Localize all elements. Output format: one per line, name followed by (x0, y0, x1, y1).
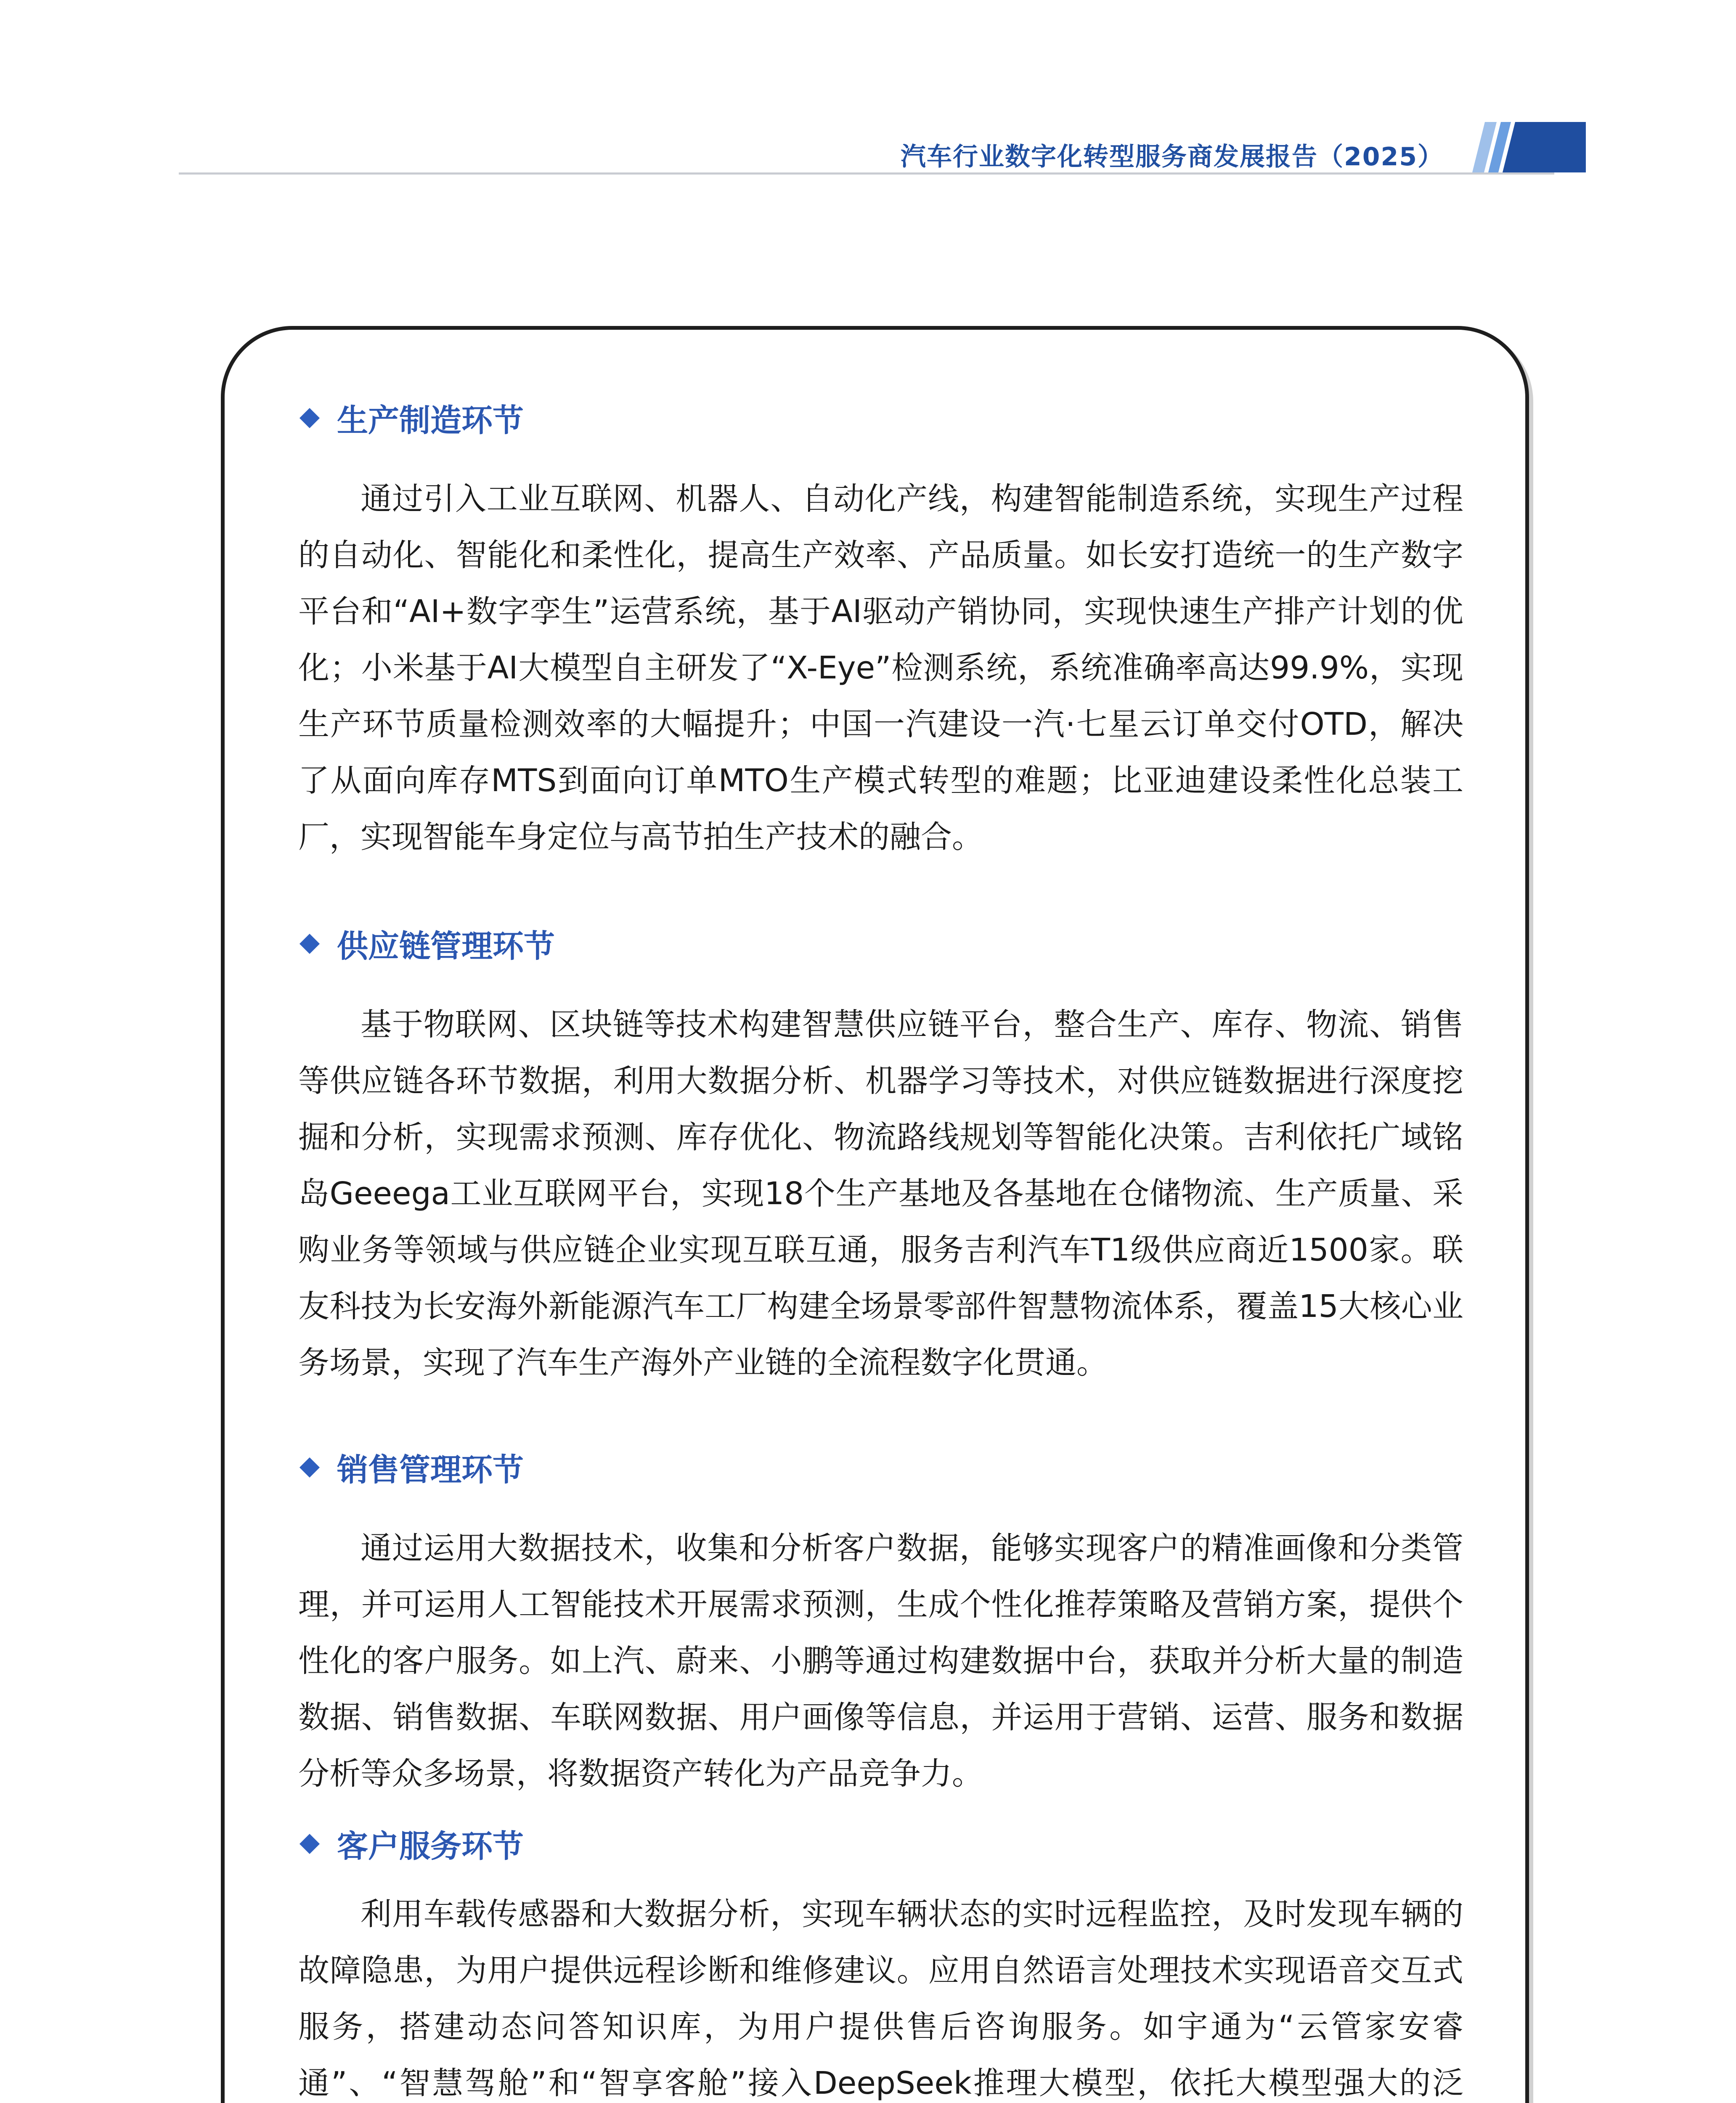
section-sales (298, 1444, 1463, 1802)
section-title: 供应链管理环节 (337, 928, 555, 964)
section-title: 客户服务环节 (337, 1828, 524, 1865)
header-rule (179, 172, 1554, 175)
section-heading (302, 395, 1463, 441)
report-title: 汽车行业数字化转型服务商发展报告（2025） (901, 142, 1444, 172)
section-heading (302, 1444, 1463, 1491)
header-stripes-icon (1460, 122, 1586, 172)
section-heading (302, 921, 1463, 967)
content-card (221, 326, 1529, 2103)
diamond-bullet-icon (299, 934, 320, 954)
diamond-bullet-icon (299, 1834, 320, 1854)
section-paragraph: 通过引入工业互联网、机器人、自动化产线，构建智能制造系统，实现生产过程的自动化、智能化和柔性化，提高生产效率、产品质量。如长安打造统一的生产数字平台和“AI+数字孪生”运营系统，基于AI驱动产销协同，实现快速生产排产计划的优化；小米基于AI大模型自主研发了“X-Eye”检测系统，系统准确率高达99.9%，实现生产环节质量检测效率的大幅提升；中国一汽建设一汽·七星云订单交付OTD，解决了从面向库存MTS到面向订单MTO生产模式转型的难题；比亚迪建设柔性化总装工厂，实现智能车身定位与高节拍生产技术的融合。 (298, 481, 1463, 855)
diamond-bullet-icon (299, 1457, 320, 1478)
section-paragraph: 通过运用大数据技术，收集和分析客户数据，能够实现客户的精准画像和分类管理，并可运用人工智能技术开展需求预测，生成个性化推荐策略及营销方案，提供个性化的客户服务。如上汽、蔚来、小鹏等通过构建数据中台，获取并分析大量的制造数据、销售数据、车联网数据、用户画像等信息，并运用于营销、运营、服务和数据分析等众多场景，将数据资产转化为产品竞争力。 (298, 1530, 1463, 1792)
section-customer-service (298, 1821, 1463, 2103)
section-production (298, 395, 1463, 865)
section-heading (302, 1821, 1463, 1867)
section-paragraph: 基于物联网、区块链等技术构建智慧供应链平台，整合生产、库存、物流、销售等供应链各环节数据，利用大数据分析、机器学习等技术，对供应链数据进行深度挖掘和分析，实现需求预测、库存优化、物流路线规划等智能化决策。吉利依托广域铭岛Geeega工业互联网平台，实现18个生产基地及各基地在仓储物流、生产质量、采购业务等领域与供应链企业实现互联互通，服务吉利汽车T1级供应商近1500家。联友科技为长安海外新能源汽车工厂构建全场景零部件智慧物流体系，覆盖15大核心业务场景，实现了汽车生产海外产业链的全流程数字化贯通。 (298, 1006, 1463, 1381)
section-supply-chain (298, 921, 1463, 1391)
section-title: 生产制造环节 (337, 403, 524, 439)
diamond-bullet-icon (299, 408, 320, 428)
section-title: 销售管理环节 (337, 1452, 524, 1488)
section-paragraph: 利用车载传感器和大数据分析，实现车辆状态的实时远程监控，及时发现车辆的故障隐患，为用户提供远程诊断和维修建议。应用自然语言处理技术实现语音交互式服务，搭建动态问答知识库，为用户提供售后咨询服务。如宇通为“云管家安睿通”、“智慧驾舱”和“智享客舱”接入DeepSeek推理大模型，依托大模型强大的泛 (298, 1896, 1463, 2101)
